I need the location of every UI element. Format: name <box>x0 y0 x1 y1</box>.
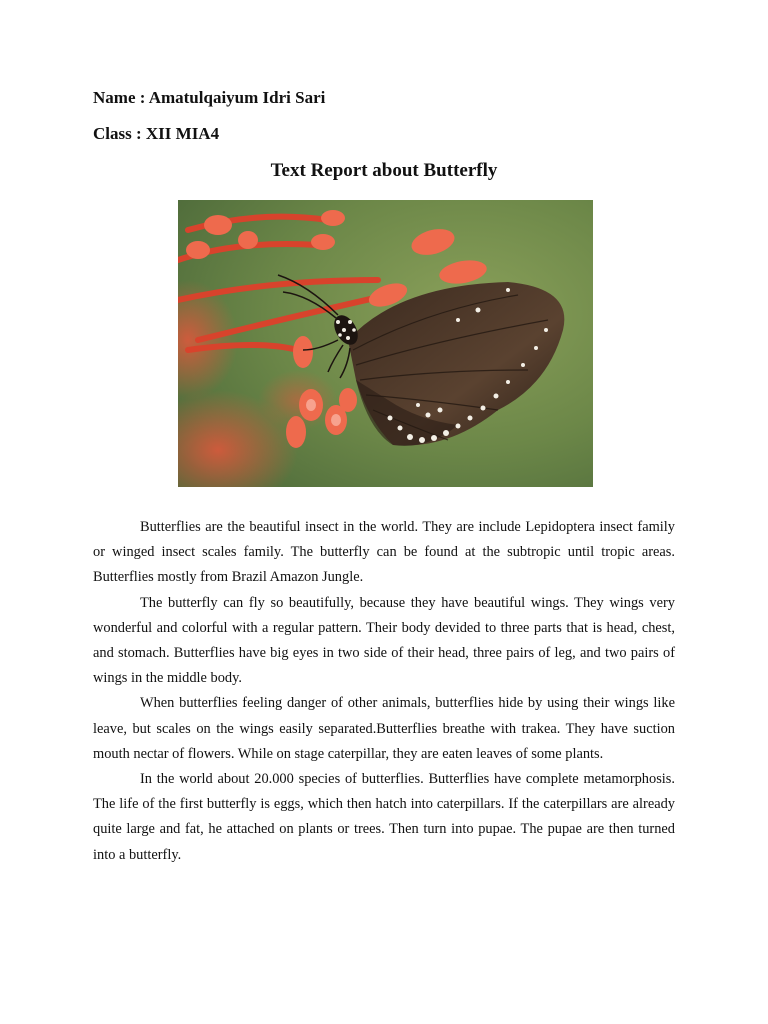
student-class: Class : XII MIA4 <box>93 124 220 143</box>
butterfly-photo <box>178 200 593 487</box>
report-title: Text Report about Butterfly <box>270 160 498 181</box>
paragraph: In the world about 20.000 species of butterflies. Butterflies have complete metamorphosis. The life of the first butterfly is eggs, which then hatch into caterpillars. If the caterpillars are already quite large and fat, he attached on plants or trees. Then turn into pupae. The pupae are then turned into a butterfly. <box>93 771 675 863</box>
report-body <box>93 515 675 868</box>
paragraph: The butterfly can fly so beautifully, because they have beautiful wings. They wings very wonderful and colorful with a regular pattern. Their body devided to three parts that is head, chest, and stomach. Butterflies have big eyes in two side of their head, three pairs of leg, and two pairs of wings in the middle body. <box>93 594 675 687</box>
paragraph: Butterflies are the beautiful insect in the world. They are include Lepidoptera insect family or winged insect scales family. The butterfly can be found at the subtropic until tropic areas. Butterflies mostly from Brazil Amazon Jungle. <box>93 519 675 586</box>
student-name: Name : Amatulqaiyum Idri Sari <box>93 88 326 107</box>
paragraph: When butterflies feeling danger of other animals, butterflies hide by using their wings like leave, but scales on the wings easily separated.Butterflies breathe with trakea. They have suction mouth nectar of flowers. While on stage caterpillar, they are eaten leaves of some plants. <box>93 695 675 762</box>
